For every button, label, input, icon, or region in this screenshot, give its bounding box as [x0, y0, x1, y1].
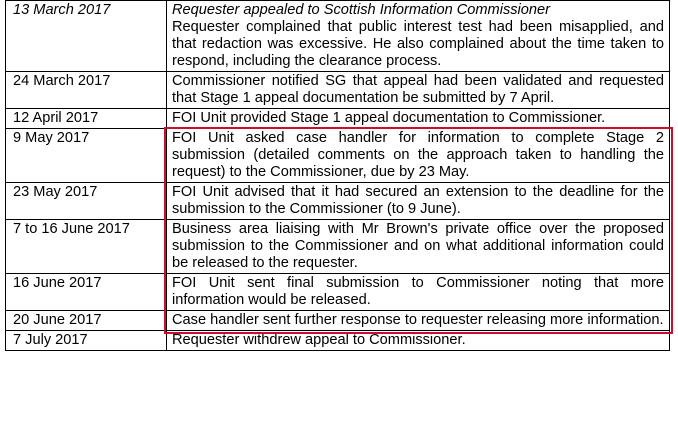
- row-event-text: FOI Unit advised that it had secured an extension to the deadline for the submission to the Commissioner (to 9 June).: [167, 183, 670, 220]
- table-row: [6, 109, 670, 129]
- row-date: 20 June 2017: [6, 311, 167, 331]
- row-event-text: Requester complained that public interest test had been misapplied, and that redaction was excessive. He also complained about the time taken to respond, including the clearance process.: [172, 19, 664, 69]
- row-event-text: Case handler sent further response to requester releasing more information.: [167, 311, 670, 331]
- table-row: [6, 183, 670, 220]
- row-event: [167, 1, 670, 72]
- row-date: 9 May 2017: [6, 129, 167, 183]
- table-row: [6, 220, 670, 274]
- row-event-text: Commissioner notified SG that appeal had been validated and requested that Stage 1 appeal documentation be submitted by 7 April.: [167, 72, 670, 109]
- row-date: 13 March 2017: [6, 1, 167, 72]
- timeline-table: [5, 0, 670, 351]
- table-row: [6, 331, 670, 351]
- row-date: 7 to 16 June 2017: [6, 220, 167, 274]
- table-row: [6, 1, 670, 72]
- table-row: [6, 274, 670, 311]
- row-event-text: FOI Unit sent final submission to Commissioner noting that more information would be released.: [167, 274, 670, 311]
- row-event-heading: Requester appealed to Scottish Information Commissioner: [172, 2, 551, 18]
- row-event-text: Requester withdrew appeal to Commissioner.: [167, 331, 670, 351]
- row-date: 7 July 2017: [6, 331, 167, 351]
- table-row: [6, 129, 670, 183]
- row-date: 23 May 2017: [6, 183, 167, 220]
- table-row: [6, 311, 670, 331]
- row-date: 12 April 2017: [6, 109, 167, 129]
- row-date: 24 March 2017: [6, 72, 167, 109]
- row-event-text: FOI Unit provided Stage 1 appeal documentation to Commissioner.: [167, 109, 670, 129]
- table-row: [6, 72, 670, 109]
- row-event-text: Business area liaising with Mr Brown's private office over the proposed submission to the Commissioner and on what additional information could be released to the requester.: [167, 220, 670, 274]
- row-date: 16 June 2017: [6, 274, 167, 311]
- row-event-text: FOI Unit asked case handler for information to complete Stage 2 submission (detailed comments on the approach taken to handling the request) to the Commissioner, due by 23 May.: [167, 129, 670, 183]
